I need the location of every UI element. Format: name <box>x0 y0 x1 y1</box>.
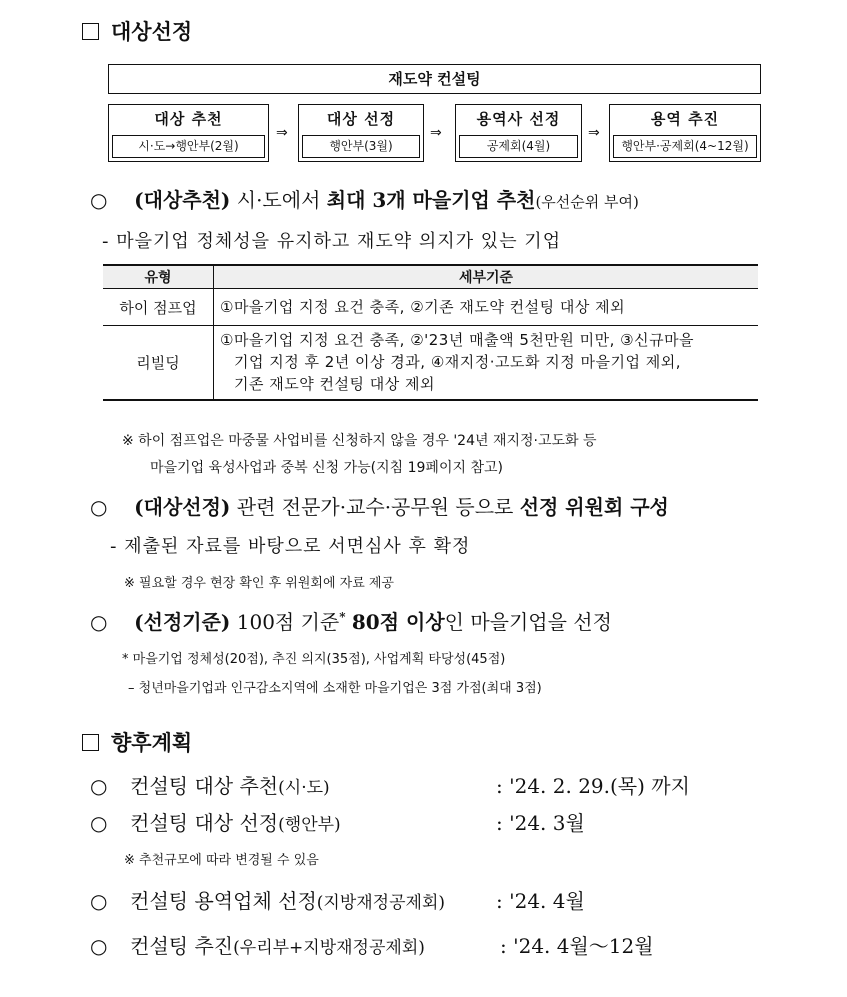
circle-bullet-icon: ○ <box>90 889 108 913</box>
circle-bullet-icon: ○ <box>90 188 108 212</box>
table-cell-criteria <box>214 289 759 326</box>
section-title-selection <box>82 16 192 46</box>
note-bonus-points: – 청년마을기업과 인구감소지역에 소재한 마을기업은 3점 가점(최대 3점) <box>128 681 542 696</box>
bullet-text: 인 마을기업을 선정 <box>444 610 612 634</box>
section-title-plan <box>82 727 192 757</box>
circle-bullet-icon: ○ <box>90 495 108 519</box>
bullet-emphasis: 80점 이상 <box>351 610 445 634</box>
bullet-tag: (대상추천) <box>134 188 231 212</box>
plan-item-label: 컨설팅 추진 <box>130 934 234 958</box>
flow-arrow-icon: ⇒ <box>276 125 288 141</box>
note-high-jumpup <box>122 428 597 482</box>
sub-bullet-criteria-intro: - 마을기업 정체성을 유지하고 재도약 의지가 있는 기업 <box>102 231 562 252</box>
plan-item <box>90 885 810 914</box>
plan-item <box>90 807 810 836</box>
flow-step-detail: 공제회(4월) <box>459 135 578 158</box>
criteria-line: 기업 지정 후 2년 이상 경과, ④재지정·고도화 지정 마을기업 제외, <box>234 353 681 371</box>
section-title-text: 대상선정 <box>111 20 193 44</box>
table-cell-criteria <box>214 326 759 401</box>
bullet-text: 관련 전문가·교수·공무원 등으로 <box>230 495 520 519</box>
plan-item-label: 컨설팅 대상 선정 <box>130 811 279 835</box>
flow-step-title: 용역 추진 <box>650 110 720 128</box>
flow-header-label: 재도약 컨설팅 <box>388 70 481 88</box>
flow-step-detail: 행안부·공제회(4~12월) <box>613 135 757 158</box>
circle-bullet-icon: ○ <box>90 934 108 958</box>
table-row <box>103 289 758 326</box>
plan-item-date: : '24. 2. 29.(목) 까지 <box>496 774 690 798</box>
bullet-paren: (우선순위 부여) <box>535 193 639 211</box>
bullet-emphasis: 선정 위원회 구성 <box>519 495 669 519</box>
plan-item-owner: (우리부+지방재정공제회) <box>233 938 425 958</box>
note-site-visit: ※ 필요할 경우 현장 확인 후 위원회에 자료 제공 <box>124 576 394 591</box>
flow-step-select <box>298 104 424 162</box>
footnote-marker: * <box>339 610 346 624</box>
bullet-tag: (선정기준) <box>134 610 231 634</box>
bullet-text: 시·도에서 <box>230 188 327 212</box>
criteria-line: ①마을기업 지정 요건 충족, ②'23년 매출액 5천만원 미만, ③신규마을 <box>220 331 695 349</box>
flow-arrow-icon: ⇒ <box>588 125 600 141</box>
flow-step-detail: 행안부(3월) <box>302 135 420 158</box>
criteria-table <box>103 264 758 401</box>
table-cell-type: 하이 점프업 <box>103 289 214 326</box>
circle-bullet-icon: ○ <box>90 610 108 634</box>
circle-bullet-icon: ○ <box>90 811 108 835</box>
criteria-line: 기존 재도약 컨설팅 대상 제외 <box>234 375 435 393</box>
plan-item-owner: (지방재정공제회) <box>316 893 445 913</box>
flow-step-title: 용역사 선정 <box>476 110 561 128</box>
flow-step-title: 대상 추천 <box>154 110 223 128</box>
plan-item <box>90 930 810 959</box>
sub-bullet-review: - 제출된 자료를 바탕으로 서면심사 후 확정 <box>110 536 471 557</box>
note-line: ※ 하이 점프업은 마중물 사업비를 신청하지 않을 경우 '24년 재지정·고도화 등 <box>122 433 597 449</box>
section-title-text: 향후계획 <box>111 731 193 755</box>
bullet-recommend <box>90 184 639 213</box>
flow-step-recommend <box>108 104 269 162</box>
table-header-type: 유형 <box>103 265 214 289</box>
table-cell-type: 리빌딩 <box>103 326 214 401</box>
bullet-text: 100점 기준 <box>230 610 340 634</box>
plan-item-label: 컨설팅 용역업체 선정 <box>130 889 317 913</box>
bullet-tag: (대상선정) <box>134 495 231 519</box>
table-header-criteria: 세부기준 <box>214 265 759 289</box>
bullet-selection <box>90 491 669 520</box>
plan-item-date: : '24. 4월 <box>496 889 585 913</box>
square-bullet-icon <box>82 734 99 751</box>
bullet-criteria <box>90 606 612 635</box>
plan-item <box>90 770 810 799</box>
plan-item-owner: (행안부) <box>278 815 341 835</box>
flow-step-title: 대상 선정 <box>326 110 396 128</box>
flow-step-detail: 시·도→행안부(2월) <box>112 135 265 158</box>
flow-step-vendor <box>455 104 582 162</box>
plan-item-date: : '24. 3월 <box>496 811 585 835</box>
note-line: 마을기업 육성사업과 중복 신청 가능(지침 19페이지 참고) <box>150 460 503 476</box>
bullet-emphasis: 최대 3개 마을기업 추천 <box>326 188 536 212</box>
note-scale-change: ※ 추천규모에 따라 변경될 수 있음 <box>124 853 319 868</box>
flow-step-execute <box>609 104 761 162</box>
plan-item-date: : '24. 4월～12월 <box>500 934 654 958</box>
note-score-breakdown: * 마을기업 정체성(20점), 추진 의지(35점), 사업계획 타당성(45점) <box>122 652 506 667</box>
plan-item-label: 컨설팅 대상 추천 <box>130 774 279 798</box>
plan-item-owner: (시·도) <box>278 778 330 798</box>
flow-header-box <box>108 64 761 94</box>
square-bullet-icon <box>82 23 99 40</box>
table-row <box>103 326 758 401</box>
circle-bullet-icon: ○ <box>90 774 108 798</box>
flow-arrow-icon: ⇒ <box>430 125 442 141</box>
criteria-line: ①마을기업 지정 요건 충족, ②기존 재도약 컨설팅 대상 제외 <box>220 297 626 316</box>
